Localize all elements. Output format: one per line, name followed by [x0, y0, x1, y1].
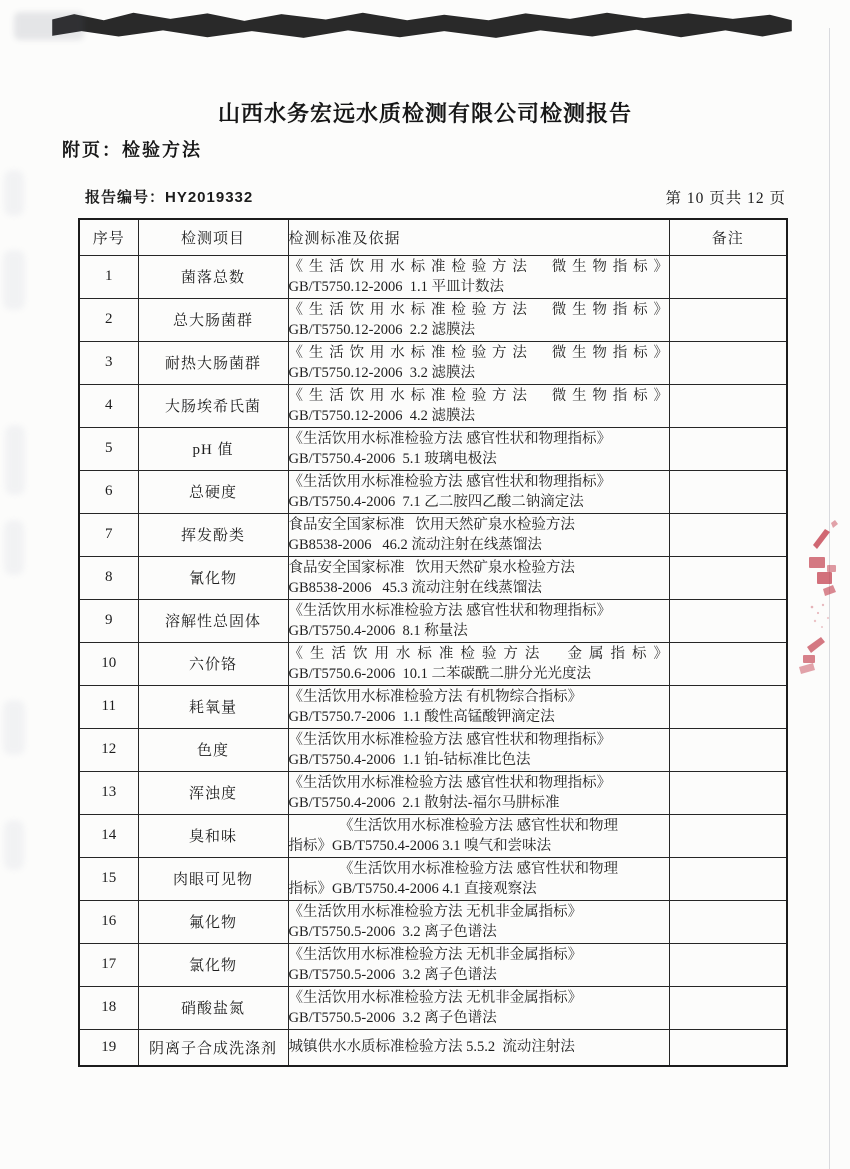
red-seal-stamp-fragment — [795, 515, 850, 685]
row-remark-cell — [669, 384, 787, 427]
scan-artifact-band-faint — [14, 12, 84, 40]
standard-line1: 食品安全国家标准 饮用天然矿泉水检验方法 — [288, 516, 575, 533]
table-row — [79, 556, 787, 599]
scan-smudge — [4, 520, 24, 575]
row-test-item: 总硬度 — [138, 470, 288, 513]
row-standard-cell — [288, 341, 669, 384]
row-test-item: pH 值 — [138, 427, 288, 470]
scan-smudge — [3, 250, 25, 310]
row-seq-no: 7 — [79, 513, 138, 556]
table-row — [79, 900, 787, 943]
row-standard-cell — [288, 642, 669, 685]
row-test-item: 肉眼可见物 — [138, 857, 288, 900]
row-seq-no: 19 — [79, 1029, 138, 1066]
row-remark-cell — [669, 513, 787, 556]
table-row — [79, 857, 787, 900]
row-standard-cell — [288, 986, 669, 1029]
row-test-item: 耐热大肠菌群 — [138, 341, 288, 384]
standard-line1: 《生活饮用水标准检验方法 感官性状和物理指标》 — [288, 430, 612, 447]
row-test-item: 氯化物 — [138, 943, 288, 986]
table-row — [79, 513, 787, 556]
row-seq-no: 8 — [79, 556, 138, 599]
report-title: 山西水务宏远水质检测有限公司检测报告 — [217, 101, 632, 126]
standard-line1: 《生活饮用水标准检验方法 微生物指标》 — [288, 344, 669, 361]
row-test-item: 耗氧量 — [138, 685, 288, 728]
standard-line1: 食品安全国家标准 饮用天然矿泉水检验方法 — [288, 559, 575, 576]
table-row — [79, 986, 787, 1029]
standard-line2: GB/T5750.7-2006 1.1 酸性高锰酸钾滴定法 — [288, 708, 555, 725]
standard-line2: GB/T5750.5-2006 3.2 离子色谱法 — [288, 923, 497, 940]
standard-line1: 《生活饮用水标准检验方法 微生物指标》 — [288, 387, 669, 404]
scan-smudge — [4, 170, 24, 216]
table-row — [79, 384, 787, 427]
table-row — [79, 642, 787, 685]
standard-line1: 《生活饮用水标准检验方法 感官性状和物理指标》 — [288, 602, 612, 619]
table-row — [79, 599, 787, 642]
row-remark-cell — [669, 728, 787, 771]
scan-artifact-band — [52, 10, 792, 44]
row-seq-no: 9 — [79, 599, 138, 642]
standard-line1: 《生活饮用水标准检验方法 感官性状和物理 — [338, 860, 619, 877]
row-standard-cell — [288, 255, 669, 298]
row-standard-cell — [288, 857, 669, 900]
row-standard-cell — [288, 384, 669, 427]
row-test-item: 溶解性总固体 — [138, 599, 288, 642]
header-seq-no: 序号 — [79, 219, 138, 255]
row-test-item: 六价铬 — [138, 642, 288, 685]
standard-line2: GB/T5750.12-2006 2.2 滤膜法 — [288, 321, 475, 338]
header-standard: 检测标准及依据 — [288, 219, 669, 255]
row-standard-cell — [288, 513, 669, 556]
standard-line1: 《生活饮用水标准检验方法 无机非金属指标》 — [288, 946, 583, 963]
table-row — [79, 728, 787, 771]
row-remark-cell — [669, 341, 787, 384]
row-test-item: 阴离子合成洗涤剂 — [138, 1029, 288, 1066]
row-standard-cell — [288, 1029, 669, 1066]
row-remark-cell — [669, 943, 787, 986]
row-test-item: 总大肠菌群 — [138, 298, 288, 341]
row-seq-no: 4 — [79, 384, 138, 427]
header-test-item: 检测项目 — [138, 219, 288, 255]
standard-line1: 《生活饮用水标准检验方法 微生物指标》 — [288, 258, 669, 275]
standard-line2: GB/T5750.4-2006 8.1 称量法 — [288, 622, 468, 639]
row-seq-no: 12 — [79, 728, 138, 771]
table-row — [79, 814, 787, 857]
standard-line2: GB/T5750.4-2006 7.1 乙二胺四乙酸二钠滴定法 — [288, 493, 584, 510]
row-seq-no: 2 — [79, 298, 138, 341]
standard-line2: GB/T5750.5-2006 3.2 离子色谱法 — [288, 966, 497, 983]
row-test-item: 硝酸盐氮 — [138, 986, 288, 1029]
row-remark-cell — [669, 470, 787, 513]
row-remark-cell — [669, 298, 787, 341]
table-row — [79, 685, 787, 728]
standard-line1: 《生活饮用水标准检验方法 有机物综合指标》 — [288, 688, 583, 705]
standard-line2: GB8538-2006 45.3 流动注射在线蒸馏法 — [288, 579, 542, 596]
standard-line1: 《生活饮用水标准检验方法 感官性状和物理 — [338, 817, 619, 834]
table-row — [79, 298, 787, 341]
standard-line2: 指标》GB/T5750.4-2006 4.1 直接观察法 — [288, 880, 537, 897]
row-seq-no: 14 — [79, 814, 138, 857]
scan-smudge — [5, 425, 25, 495]
report-number: 报告编号：HY2019332 — [85, 189, 254, 206]
standard-line2: GB/T5750.4-2006 5.1 玻璃电极法 — [288, 450, 497, 467]
table-row — [79, 771, 787, 814]
row-remark-cell — [669, 255, 787, 298]
standard-line1: 《生活饮用水标准检验方法 微生物指标》 — [288, 301, 669, 318]
standard-line2: 指标》GB/T5750.4-2006 3.1 嗅气和尝味法 — [288, 837, 552, 854]
row-remark-cell — [669, 599, 787, 642]
standard-line1: 《生活饮用水标准检验方法 无机非金属指标》 — [288, 903, 583, 920]
row-remark-cell — [669, 814, 787, 857]
row-seq-no: 16 — [79, 900, 138, 943]
table-row — [79, 470, 787, 513]
row-standard-cell — [288, 298, 669, 341]
row-seq-no: 13 — [79, 771, 138, 814]
row-test-item: 挥发酚类 — [138, 513, 288, 556]
standard-line2: GB/T5750.4-2006 1.1 铂-钴标准比色法 — [288, 751, 531, 768]
row-test-item: 浑浊度 — [138, 771, 288, 814]
standard-line1: 《生活饮用水标准检验方法 金属指标》 — [288, 645, 669, 662]
row-standard-cell — [288, 599, 669, 642]
scan-smudge — [3, 700, 25, 755]
row-remark-cell — [669, 685, 787, 728]
standard-line2: GB/T5750.5-2006 3.2 离子色谱法 — [288, 1009, 497, 1026]
row-seq-no: 18 — [79, 986, 138, 1029]
row-seq-no: 10 — [79, 642, 138, 685]
row-test-item: 氟化物 — [138, 900, 288, 943]
row-remark-cell — [669, 1029, 787, 1066]
row-standard-cell — [288, 728, 669, 771]
table-row — [79, 1029, 787, 1066]
table-body — [79, 255, 787, 1066]
row-standard-cell — [288, 814, 669, 857]
row-standard-cell — [288, 900, 669, 943]
row-test-item: 氰化物 — [138, 556, 288, 599]
page-indicator: 第 10 页共 12 页 — [665, 190, 786, 207]
row-remark-cell — [669, 642, 787, 685]
row-seq-no: 6 — [79, 470, 138, 513]
row-seq-no: 3 — [79, 341, 138, 384]
standard-line1: 《生活饮用水标准检验方法 感官性状和物理指标》 — [288, 774, 612, 791]
row-test-item: 大肠埃希氏菌 — [138, 384, 288, 427]
row-test-item: 色度 — [138, 728, 288, 771]
row-standard-cell — [288, 556, 669, 599]
standard-line2: GB/T5750.12-2006 3.2 滤膜法 — [288, 364, 475, 381]
row-standard-cell — [288, 685, 669, 728]
row-seq-no: 1 — [79, 255, 138, 298]
standard-line1: 城镇供水水质标准检验方法 5.5.2 流动注射法 — [288, 1039, 575, 1056]
attachment-subtitle: 附页：检验方法 — [62, 140, 202, 160]
row-standard-cell — [288, 943, 669, 986]
table-row — [79, 427, 787, 470]
row-test-item: 菌落总数 — [138, 255, 288, 298]
standard-line2: GB/T5750.4-2006 2.1 散射法-福尔马肼标准 — [288, 794, 560, 811]
row-seq-no: 11 — [79, 685, 138, 728]
row-remark-cell — [669, 771, 787, 814]
row-seq-no: 15 — [79, 857, 138, 900]
standard-line2: GB/T5750.12-2006 4.2 滤膜法 — [288, 407, 475, 424]
standard-line2: GB/T5750.12-2006 1.1 平皿计数法 — [288, 278, 504, 295]
table-row — [79, 255, 787, 298]
row-remark-cell — [669, 986, 787, 1029]
standard-line2: GB8538-2006 46.2 流动注射在线蒸馏法 — [288, 536, 542, 553]
row-standard-cell — [288, 771, 669, 814]
row-standard-cell — [288, 427, 669, 470]
scan-smudge — [4, 820, 24, 870]
standard-line1: 《生活饮用水标准检验方法 无机非金属指标》 — [288, 989, 583, 1006]
row-seq-no: 5 — [79, 427, 138, 470]
row-remark-cell — [669, 857, 787, 900]
standard-line1: 《生活饮用水标准检验方法 感官性状和物理指标》 — [288, 473, 612, 490]
page-edge-line — [829, 28, 830, 1169]
table-row — [79, 341, 787, 384]
row-remark-cell — [669, 900, 787, 943]
standard-line2: GB/T5750.6-2006 10.1 二苯碳酰二肼分光光度法 — [288, 665, 591, 682]
row-remark-cell — [669, 427, 787, 470]
test-methods-table — [78, 218, 788, 1067]
row-seq-no: 17 — [79, 943, 138, 986]
row-remark-cell — [669, 556, 787, 599]
header-remark: 备注 — [669, 219, 787, 255]
standard-line1: 《生活饮用水标准检验方法 感官性状和物理指标》 — [288, 731, 612, 748]
table-header-row — [79, 219, 787, 255]
row-test-item: 臭和味 — [138, 814, 288, 857]
table-row — [79, 943, 787, 986]
row-standard-cell — [288, 470, 669, 513]
